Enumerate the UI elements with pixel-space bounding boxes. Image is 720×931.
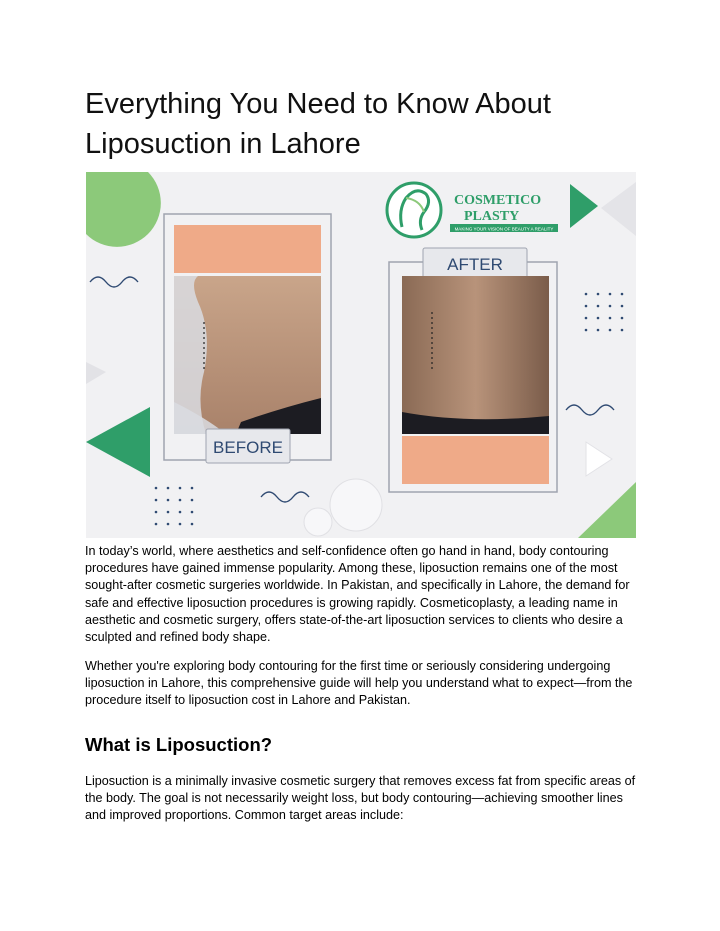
after-peach-block [402,436,549,484]
after-label: AFTER [447,255,503,274]
before-label: BEFORE [213,438,283,457]
circle-shape [330,479,382,531]
guide-paragraph: Whether you're exploring body contouring for the first time or seriously considering undergoing liposuction in Lahore, this comprehensive guide will help you understand what to expect—from the procedure itself to liposuction cost in Lahore and Pakistan. [85,659,633,708]
section-paragraph: Liposuction is a minimally invasive cosmetic surgery that removes excess fat from specific areas of the body. The goal is not necessarily weight loss, but body contouring—achieving smoother lines and improved proportions. Common target areas include: [85,774,636,823]
intro-paragraph: In today’s world, where aesthetics and self-confidence often go hand in hand, body contouring procedures have gained immense popularity. Among these, liposuction remains one of the most sought-after cosmetic surgeries worldwide. In Pakistan, and specifically in Lahore, the demand for safe and effective liposuction procedures is growing rapidly. Cosmeticoplasty, a leading name in aesthetic and cosmetic surgery, offers state-of-the-art liposuction services to clients who desire a sculpted and refined body shape. [85,544,630,645]
after-photo [402,276,549,434]
before-peach-block [174,225,321,273]
before-after-graphic [86,172,636,538]
hero-image [86,172,636,538]
page-title: Everything You Need to Know About Liposuction in Lahore [85,88,551,160]
logo-brand-line1: COSMETICO [454,193,542,208]
logo-tagline: MAKING YOUR VISION OF BEAUTY A REALITY [454,226,554,232]
cosmetico-plasty-logo [387,183,441,237]
section-heading: What is Liposuction? [85,734,273,755]
logo-brand-line2: PLASTY [464,209,520,224]
circle-small-shape [304,508,332,536]
